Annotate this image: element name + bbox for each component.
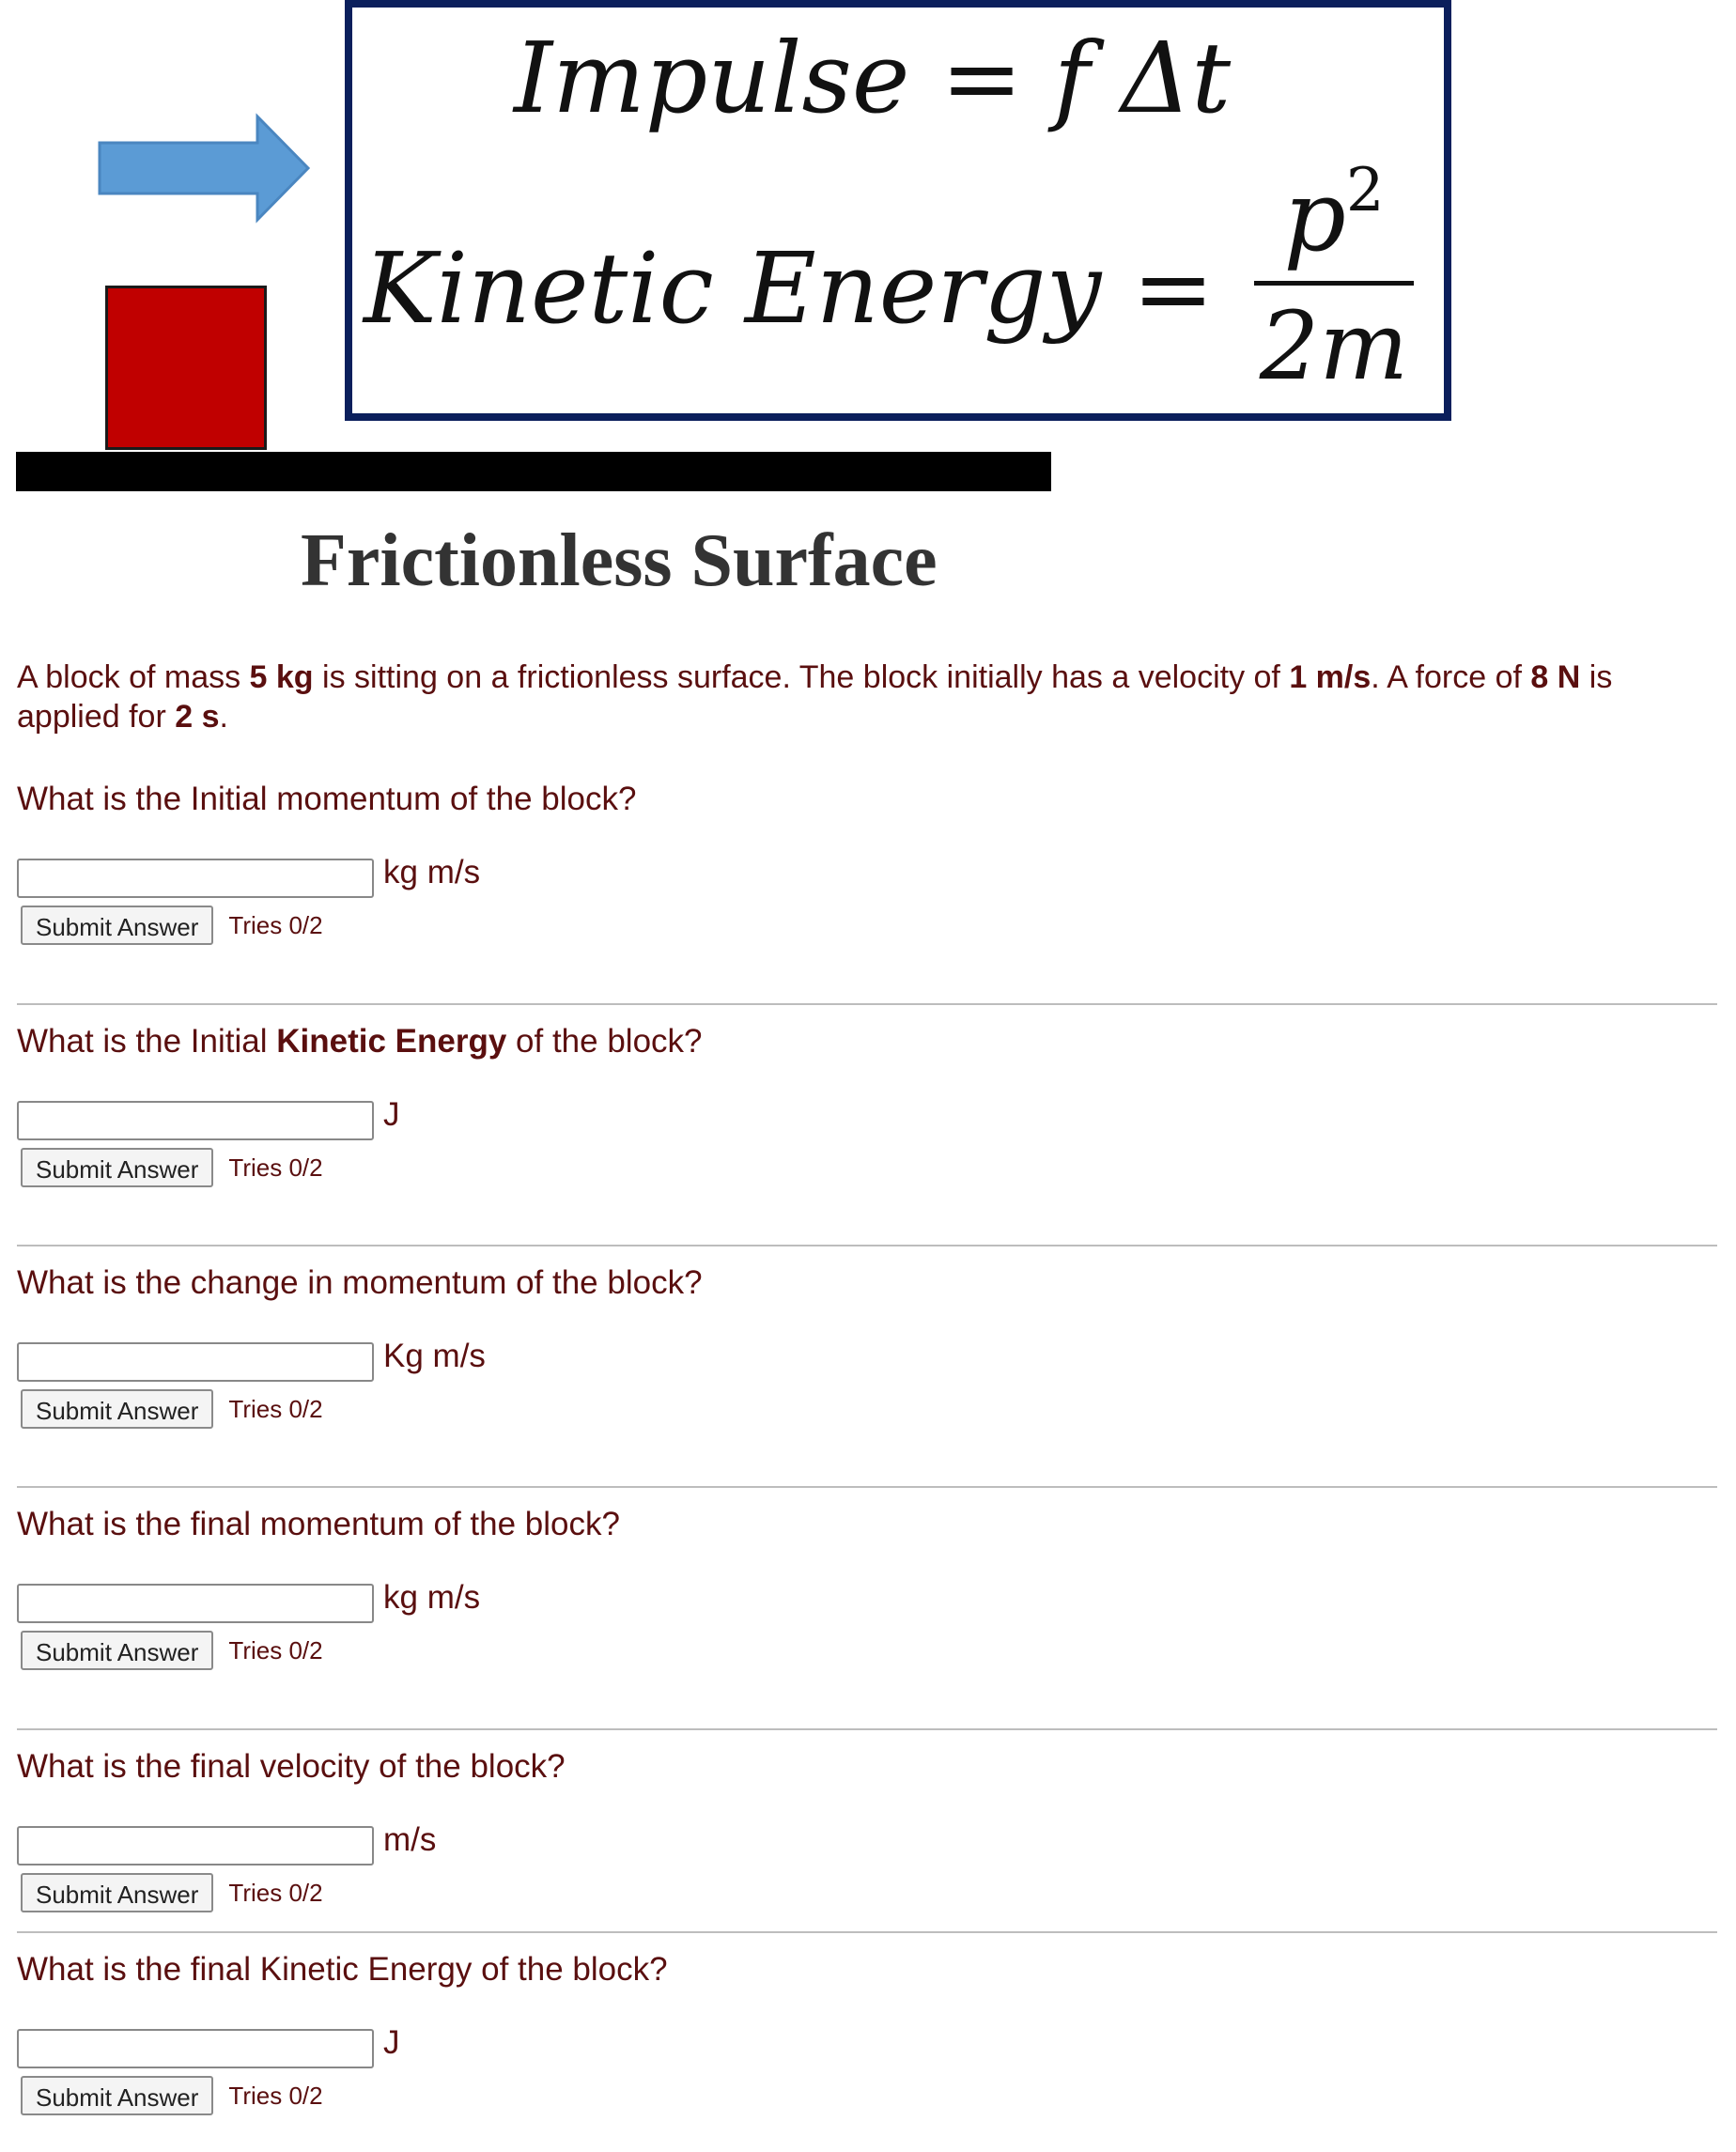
submit-answer-button[interactable]: Submit Answer	[21, 1148, 213, 1187]
unit-label: m/s	[383, 1821, 437, 1858]
red-block	[105, 286, 267, 450]
question-2	[17, 1022, 1717, 1187]
mass-value: 5 kg	[249, 659, 314, 695]
submit-answer-button[interactable]: Submit Answer	[21, 1873, 213, 1912]
unit-label: kg m/s	[383, 854, 481, 890]
answer-input[interactable]	[17, 1584, 374, 1623]
answer-input[interactable]	[17, 1101, 374, 1140]
unit-label: J	[383, 1096, 400, 1133]
submit-answer-button[interactable]: Submit Answer	[21, 2076, 213, 2115]
fraction-denominator: 2m	[1259, 291, 1409, 401]
force-value: 8 N	[1530, 659, 1581, 695]
question-text: What is the Initial momentum of the block?	[17, 781, 637, 817]
question-5	[17, 1747, 1717, 1912]
question-6	[17, 1950, 1717, 2115]
submit-answer-button[interactable]: Submit Answer	[21, 1631, 213, 1670]
ground-surface	[16, 452, 1051, 491]
question-text: What is the change in momentum of the block?	[17, 1264, 703, 1301]
divider	[17, 1931, 1717, 1933]
question-text: What is the Initial Kinetic Energy of the block?	[17, 1023, 703, 1060]
tries-counter: Tries 0/2	[228, 1878, 323, 1907]
answer-input[interactable]	[17, 859, 374, 898]
submit-answer-button[interactable]: Submit Answer	[21, 906, 213, 945]
answer-input[interactable]	[17, 1826, 374, 1866]
question-1	[17, 780, 1717, 945]
tries-counter: Tries 0/2	[228, 2081, 323, 2110]
kinetic-energy-fraction	[1254, 130, 1414, 408]
question-text: What is the final momentum of the block?	[17, 1506, 620, 1542]
question-text: What is the final Kinetic Energy of the block?	[17, 1951, 668, 1988]
unit-label: kg m/s	[383, 1579, 481, 1616]
divider	[17, 1486, 1717, 1488]
tries-counter: Tries 0/2	[228, 1153, 323, 1182]
tries-counter: Tries 0/2	[228, 1394, 323, 1423]
divider	[17, 1245, 1717, 1246]
submit-answer-button[interactable]: Submit Answer	[21, 1389, 213, 1429]
time-value: 2 s	[175, 699, 220, 735]
divider	[17, 1003, 1717, 1005]
fraction-numerator: $p^2$	[1283, 156, 1385, 273]
kinetic-energy-formula-lhs: Kinetic Energy =	[364, 231, 1215, 346]
question-text: What is the final velocity of the block?	[17, 1748, 566, 1785]
force-arrow-icon	[98, 113, 312, 224]
problem-figure	[0, 0, 1736, 620]
formula-box	[345, 0, 1451, 421]
divider	[17, 1728, 1717, 1730]
unit-label: Kg m/s	[383, 1338, 486, 1374]
impulse-formula: Impulse = f Δt	[514, 21, 1232, 135]
answer-input[interactable]	[17, 1342, 374, 1382]
question-3	[17, 1263, 1717, 1429]
answer-input[interactable]	[17, 2029, 374, 2068]
velocity-value: 1 m/s	[1289, 659, 1372, 695]
problem-statement: A block of mass 5 kg is sitting on a frictionless surface. The block initially has a velocity of 1 m/s. A force of 8 N is applied for 2 s.	[17, 659, 1613, 735]
question-4	[17, 1505, 1717, 1670]
unit-label: J	[383, 2024, 400, 2061]
tries-counter: Tries 0/2	[228, 910, 323, 939]
surface-label: Frictionless Surface	[301, 519, 938, 602]
tries-counter: Tries 0/2	[228, 1635, 323, 1664]
